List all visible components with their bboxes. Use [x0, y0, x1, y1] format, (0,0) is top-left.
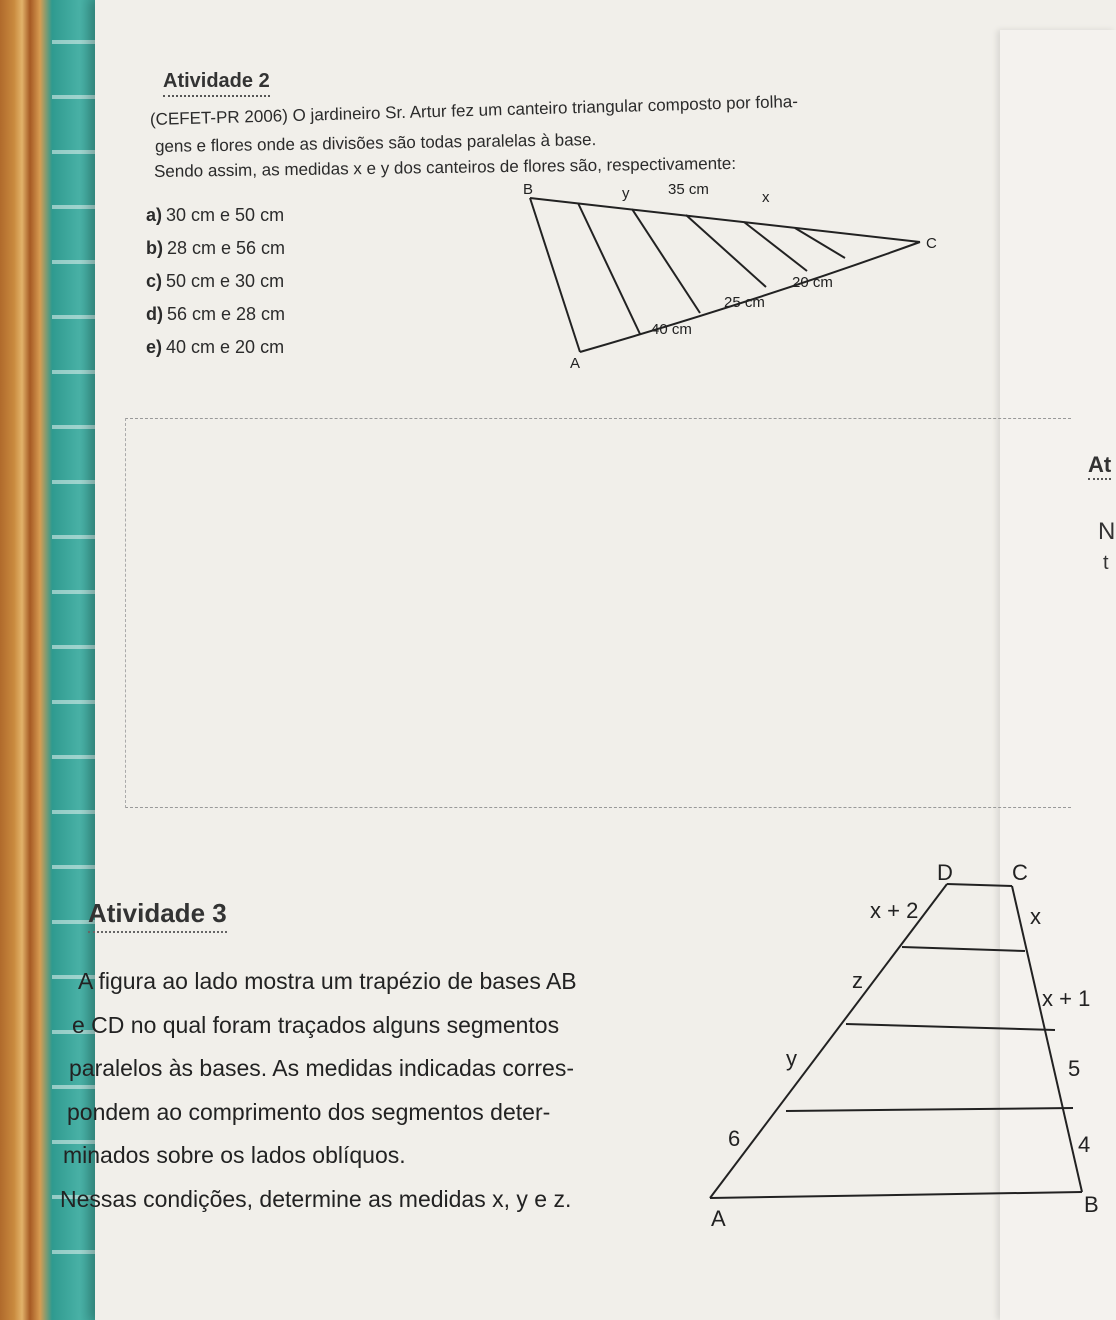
activity-3-text-line: Nessas condições, determine as medidas x, y e z.: [60, 1186, 572, 1212]
activity-3-title: Atividade 3: [88, 898, 227, 933]
label-5: 5: [1068, 1056, 1081, 1081]
label-x: x: [762, 189, 770, 206]
parallel-3: [786, 1108, 1073, 1111]
next-page-letter-2: t: [1103, 552, 1109, 574]
label-6: 6: [728, 1126, 741, 1151]
option-letter: d): [146, 304, 163, 324]
base-cd: [947, 884, 1012, 886]
next-page-letter: N: [1098, 518, 1116, 545]
label-4: 4: [1078, 1132, 1091, 1157]
label-b: B: [1084, 1192, 1099, 1217]
label-x-plus-1: x + 1: [1042, 986, 1091, 1011]
option-letter: c): [146, 271, 163, 291]
activity-2-text-line: Sendo assim, as medidas x e y dos canteiros de flores são, respectivamente:: [153, 153, 737, 181]
label-a: A: [570, 355, 581, 372]
activity-3-text-line: e CD no qual foram traçados alguns segmentos: [72, 1012, 560, 1038]
option-text: 50 cm e 30 cm: [166, 271, 285, 291]
activity-2-text-line: (CEFET-PR 2006) O jardineiro Sr. Artur fez um canteiro triangular composto por folha-: [149, 91, 799, 129]
label-z: z: [852, 968, 863, 993]
label-35cm: 35 cm: [668, 181, 709, 198]
side-bc: [1012, 886, 1082, 1192]
next-page-heading: At: [1088, 452, 1111, 480]
base-ab: [710, 1192, 1082, 1198]
label-x-plus-2: x + 2: [870, 898, 919, 923]
option-letter: b): [146, 238, 163, 258]
label-d: D: [937, 860, 953, 885]
activity-2-title: Atividade 2: [163, 70, 270, 97]
activity-2-text-line: gens e flores onde as divisões são todas paralelas à base.: [154, 130, 597, 156]
label-25cm: 25 cm: [724, 294, 765, 311]
activity-3-text-line: pondem ao comprimento dos segmentos deter-: [67, 1099, 551, 1125]
parallel-2: [846, 1024, 1055, 1030]
label-y: y: [786, 1046, 797, 1071]
label-20cm: 20 cm: [792, 274, 833, 291]
option-letter: a): [146, 205, 163, 225]
parallel-1: [902, 947, 1025, 951]
label-x: x: [1030, 904, 1041, 929]
option-text: 56 cm e 28 cm: [167, 304, 286, 324]
label-a: A: [711, 1206, 726, 1231]
activity-3-text-line: paralelos às bases. As medidas indicadas corres-: [69, 1055, 574, 1081]
label-b: B: [523, 181, 534, 198]
activity-3-text-line: minados sobre os lados oblíquos.: [63, 1142, 406, 1168]
label-40cm: 40 cm: [651, 321, 692, 338]
option-text: 40 cm e 20 cm: [166, 337, 285, 357]
label-y: y: [622, 185, 630, 202]
side-ad: [710, 884, 947, 1198]
label-c: C: [1012, 860, 1028, 885]
option-letter: e): [146, 337, 163, 357]
activity-3-text-line: A figura ao lado mostra um trapézio de bases AB: [78, 968, 577, 994]
option-text: 28 cm e 56 cm: [167, 238, 286, 258]
label-c: C: [926, 235, 937, 252]
option-text: 30 cm e 50 cm: [166, 205, 285, 225]
